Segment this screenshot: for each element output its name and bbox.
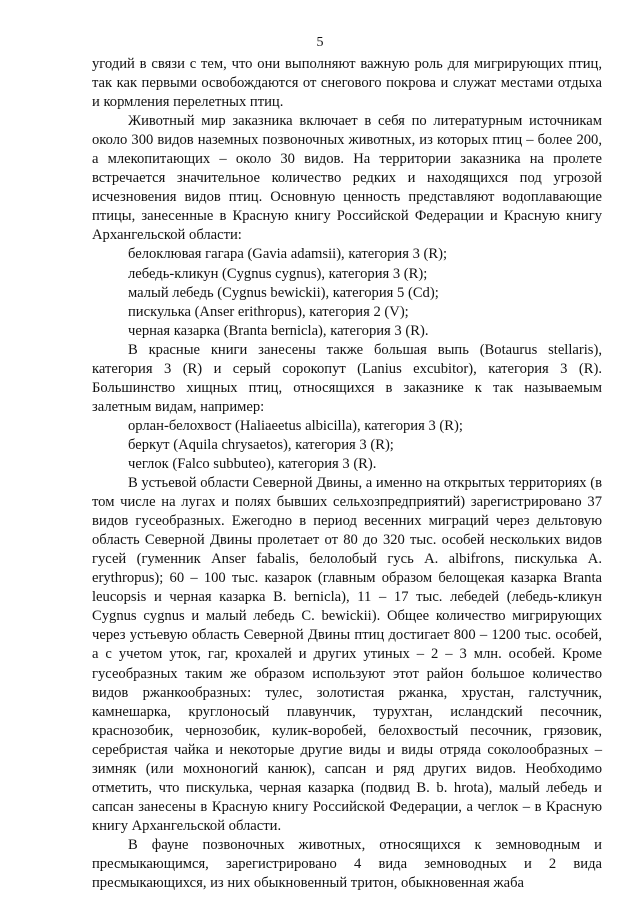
list-item: орлан-белохвост (Haliaeetus albicilla), категория 3 (R);	[128, 417, 463, 434]
paragraph: В красные книги занесены также большая выпь (Botaurus stellaris), категория 3 (R) и серый сорокопут (Lanius excubitor), категория 3 (R). Большинство хищных птиц, относящихся в заказнике к так называемым залетным видам, например:	[92, 341, 602, 415]
paragraph: В фауне позвоночных животных, относящихся к земноводным и пресмыкающимся, зарегистрировано 4 вида земноводных и 2 вида пресмыкающихся, из них обыкновенный тритон, обыкновенная жаба	[92, 836, 602, 892]
paragraph: В устьевой области Северной Двины, а именно на открытых территориях (в том числе на лугах и полях бывших сельхозпредприятий) зарегистрировано 37 видов гусеобразных. Ежегодно в период весенних миграций через дельтовую область Северной Двины пролетает от 80 до 320 тыс. особей нескольких видов гусей (гуменник Anser fabalis, белолобый гусь A. albifrons, пискулька A. erythropus); 60 – 100 тыс. казарок (главным образом белощекая казарка Branta leucopsis и черная казарка B. bernicla), 11 – 17 тыс. лебедей (лебедь-кликун Cygnus cygnus и малый лебедь C. bewickii). Общее количество мигрирующих через устьевую область Северной Двины птиц достигает 800 – 1200 тыс. особей, а с учетом уток, гаг, крохалей и других утиных – 2 – 3 млн. особей. Кроме гусеобразных таким же образом используют этот район большое количество видов ржанкообразных: тулес, золотистая ржанка, хрустан, галстучник, камнешарка, круглоносый плавунчик, турухтан, исландский песочник, краснозобик, чернозобик, кулик-воробей, белохвостый песочник, грязовик, серебристая чайка и некоторые другие виды и виды отряда соколообразных – зимняк (или мохноногий канюк), сапсан и ряд других видов. Необходимо отметить, что пискулька, черная казарка (подвид B. b. hrota), малый лебедь и сапсан занесены в Красную книгу Российской Федерации, а чеглок – в Красную книгу Архангельской области.	[92, 475, 602, 834]
list-item: белоклювая гагара (Gavia adamsii), категория 3 (R);	[128, 246, 448, 263]
page-number: 5	[316, 35, 324, 50]
list-item: пискулька (Anser erithropus), категория 2 (V);	[128, 303, 409, 320]
body-text	[92, 55, 602, 893]
list-item: чеглок (Falco subbuteo), категория 3 (R).	[128, 455, 377, 472]
paragraph: Животный мир заказника включает в себя по литературным источникам около 300 видов наземных позвоночных животных, из которых птиц – более 200, а млекопитающих – около 30 видов. На территории заказника на пролете встречается значительное количество редких и находящихся под угрозой исчезновения видов птиц. Основную ценность представляют водоплавающие птицы, занесенные в Красную книгу Российской Федерации и Красную книгу Архангельской области:	[92, 113, 602, 244]
list-item: беркут (Aquila chrysaetos), категория 3 (R);	[128, 436, 394, 453]
list-item: черная казарка (Branta bernicla), категория 3 (R).	[128, 322, 429, 339]
paragraph: угодий в связи с тем, что они выполняют важную роль для мигрирующих птиц, так как первыми освобождаются от снегового покрова и служат местами отдыха и кормления перелетных птиц.	[92, 56, 602, 111]
list-item: лебедь-кликун (Cygnus cygnus), категория 3 (R);	[128, 265, 428, 282]
list-item: малый лебедь (Cygnus bewickii), категория 5 (Cd);	[128, 284, 439, 301]
